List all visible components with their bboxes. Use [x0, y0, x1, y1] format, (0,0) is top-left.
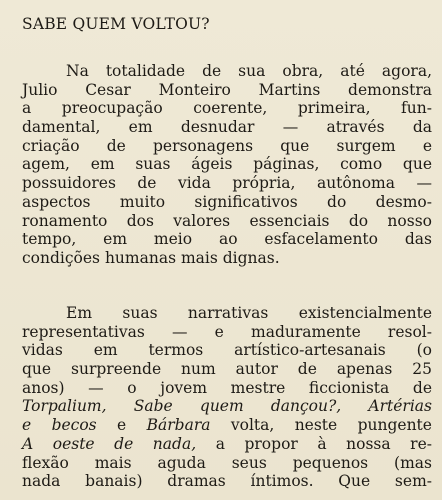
text-line — [22, 416, 432, 435]
text-line — [22, 397, 432, 416]
text-line: Em suas narrativas existencialmente — [66, 304, 432, 322]
line-text: a propor à nossa re- — [215, 434, 432, 453]
line-text: volta, neste pungente — [230, 416, 432, 435]
text-line: ronamento dos valores essenciais do nosso — [22, 211, 432, 230]
text-line: condições humanas mais dignas. — [22, 248, 280, 267]
text-line: Na totalidade de sua obra, até agora, — [66, 62, 432, 80]
text-line: agem, em suas ágeis páginas, como que — [22, 155, 432, 174]
text-line — [22, 435, 432, 454]
text-line: nada banais) dramas íntimos. Que sem- — [22, 472, 432, 491]
text-line: anos) — o jovem mestre ficcionista de — [22, 378, 432, 397]
book-title: Bárbara — [146, 416, 211, 435]
text-line: damental, em desnudar — através da — [22, 118, 432, 137]
book-title: e becos — [22, 416, 97, 435]
text-line: aspectos muito significativos do desmo- — [22, 192, 432, 211]
line-text: e — [117, 416, 127, 435]
text-line: a preocupação coerente, primeira, fun- — [22, 99, 432, 118]
text-line: vidas em termos artístico-artesanais (o — [22, 341, 432, 360]
book-titles: Torpalium, Sabe quem dançou?, Artérias — [22, 397, 432, 416]
text-line: possuidores de vida própria, autônoma — — [22, 174, 432, 193]
text-line: representativas — e maduramente resol- — [22, 322, 432, 341]
paragraph-1 — [22, 62, 432, 268]
text-line: tempo, em meio ao esfacelamento das — [22, 230, 432, 249]
text-line: criação de personagens que surgem e — [22, 136, 432, 155]
paragraph-2 — [22, 304, 432, 491]
text-line: que surpreende num autor de apenas 25 — [22, 360, 432, 379]
text-line: Julio Cesar Monteiro Martins demonstra — [22, 80, 432, 99]
book-title: A oeste de nada, — [22, 434, 197, 453]
text-line: flexão mais aguda seus pequenos (mas — [22, 453, 432, 472]
page-title: SABE QUEM VOLTOU? — [22, 15, 210, 33]
